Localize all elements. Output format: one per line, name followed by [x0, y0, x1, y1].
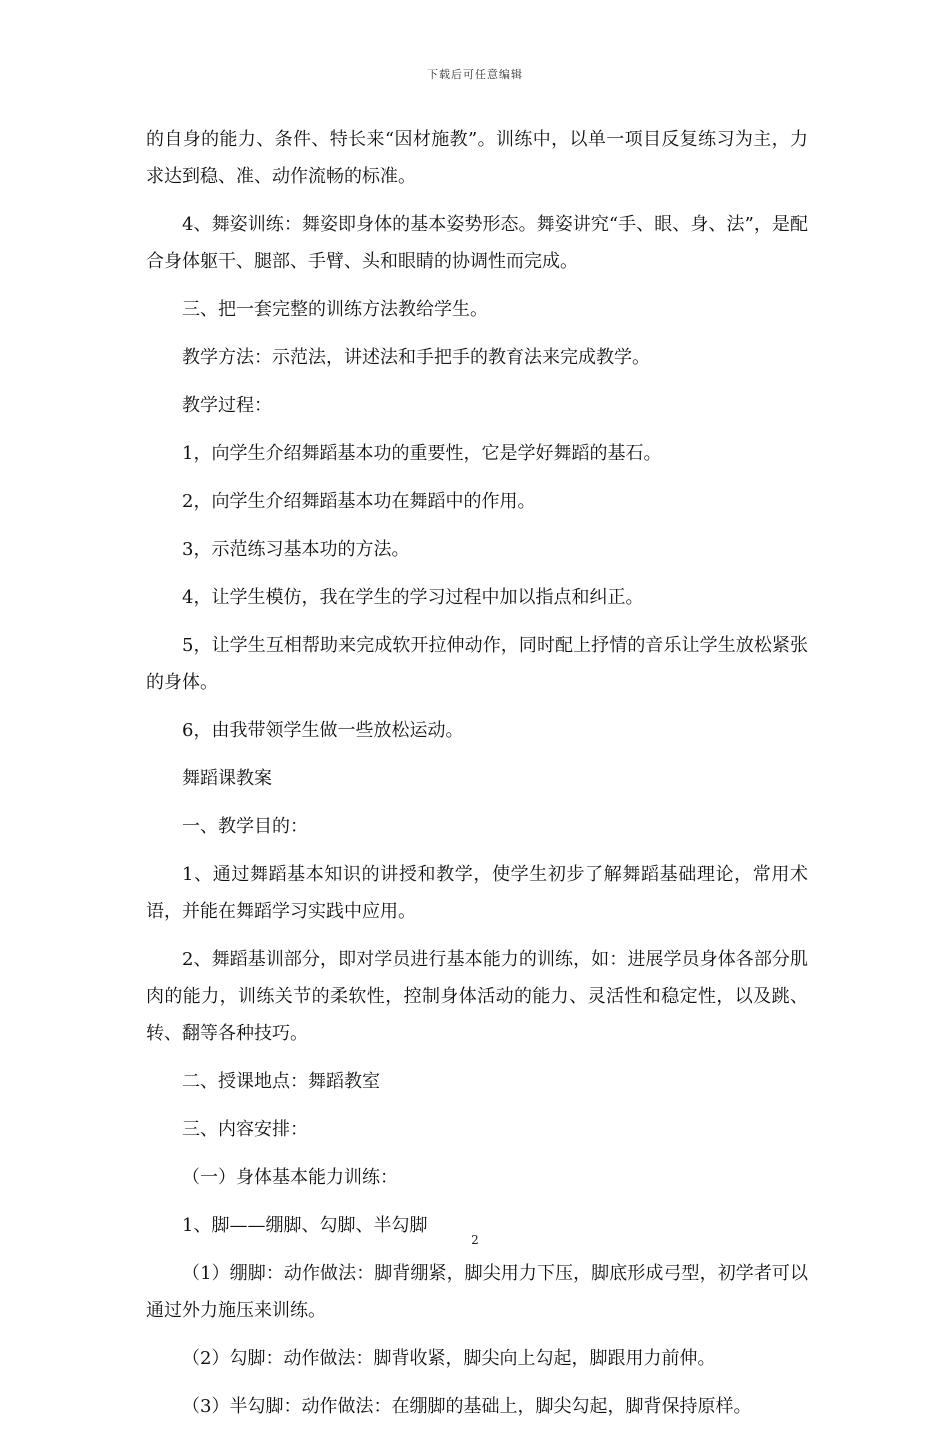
paragraph-step-4: 4，让学生模仿，我在学生的学习过程中加以指点和纠正。 [182, 587, 644, 608]
paragraph-teaching-method: 教学方法：示范法，讲述法和手把手的教育法来完成教学。 [182, 347, 650, 368]
page-header: 下载后可任意编辑 [427, 68, 523, 81]
paragraph-dance-posture: 4、舞姿训练：舞姿即身体的基本姿势形态。舞姿讲究“手、眼、身、法”，是配合身体躯干、腿部、手臂、头和眼睛的协调性而完成。 [146, 214, 808, 272]
paragraph-step-2: 2，向学生介绍舞蹈基本功在舞蹈中的作用。 [182, 491, 536, 512]
paragraph-step-3: 3，示范练习基本功的方法。 [182, 539, 410, 560]
paragraph-continuation: 的自身的能力、条件、特长来“因材施教”。训练中，以单一项目反复练习为主，力求达到稳、准、动作流畅的标准。 [146, 129, 808, 187]
paragraph-step-6: 6，由我带领学生做一些放松运动。 [182, 720, 464, 741]
paragraph-half-flexed-foot: （3）半勾脚：动作做法：在绷脚的基础上，脚尖勾起，脚背保持原样。 [182, 1396, 752, 1417]
paragraph-teaching-process: 教学过程： [182, 395, 272, 416]
paragraph-step-5: 5，让学生互相帮助来完成软开拉伸动作，同时配上抒情的音乐让学生放松紧张的身体。 [146, 635, 808, 693]
paragraph-objective-2: 2、舞蹈基训部分，即对学员进行基本能力的训练，如：进展学员身体各部分肌肉的能力，训练关节的柔软性，控制身体活动的能力、灵活性和稳定性，以及跳、转、翻等各种技巧。 [146, 949, 808, 1044]
page-number: 2 [471, 1233, 479, 1247]
paragraph-flexed-foot: （2）勾脚：动作做法：脚背收紧，脚尖向上勾起，脚跟用力前伸。 [182, 1348, 716, 1369]
paragraph-step-1: 1，向学生介绍舞蹈基本功的重要性，它是学好舞蹈的基石。 [182, 443, 662, 464]
paragraph-foot-heading: 1、脚——绷脚、勾脚、半勾脚 [182, 1215, 428, 1236]
paragraph-lesson-plan-title: 舞蹈课教案 [182, 768, 272, 789]
paragraph-subsection-one: （一）身体基本能力训练： [182, 1167, 398, 1188]
paragraph-content-heading: 三、内容安排： [182, 1119, 308, 1140]
paragraph-location: 二、授课地点：舞蹈教室 [182, 1071, 380, 1092]
paragraph-objective-1: 1、通过舞蹈基本知识的讲授和教学，使学生初步了解舞蹈基础理论，常用术语，并能在舞蹈学习实践中应用。 [146, 864, 808, 922]
paragraph-pointed-foot: （1）绷脚：动作做法：脚背绷紧，脚尖用力下压，脚底形成弓型，初学者可以通过外力施压来训练。 [146, 1263, 808, 1321]
paragraph-section-three: 三、把一套完整的训练方法教给学生。 [182, 299, 488, 320]
paragraph-objectives-heading: 一、教学目的： [182, 816, 308, 837]
